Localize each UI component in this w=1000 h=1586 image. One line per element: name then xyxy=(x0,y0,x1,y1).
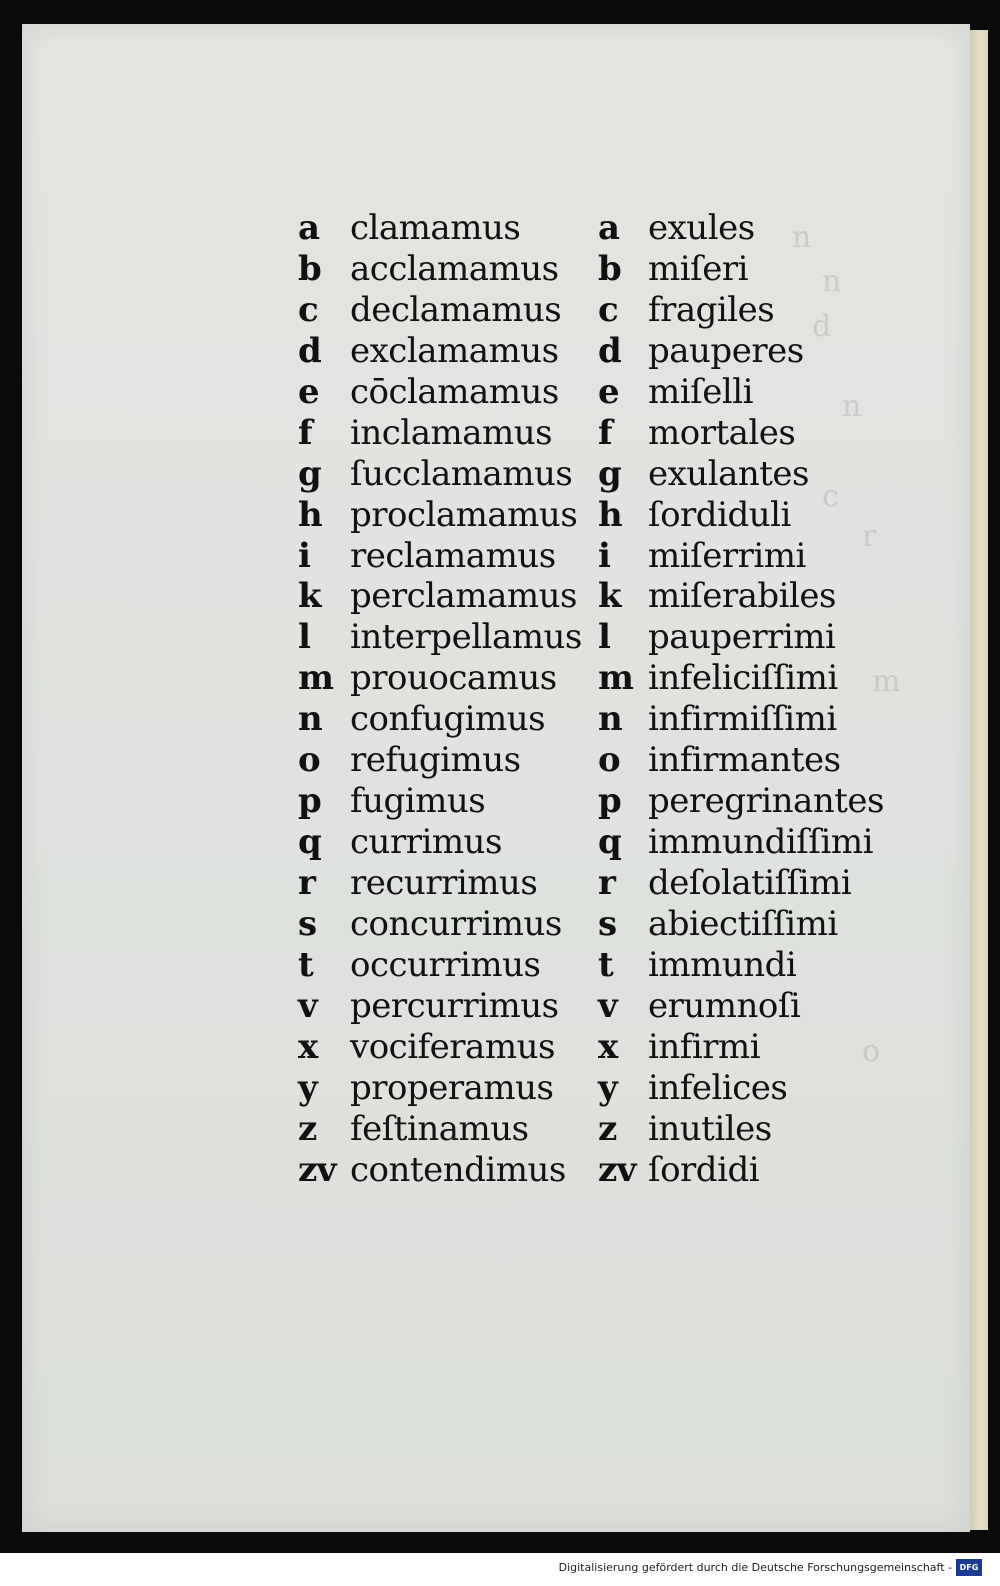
entry-letter: r xyxy=(598,863,616,903)
entry-letter: v xyxy=(298,985,318,1026)
entry-row xyxy=(298,290,582,331)
entry-word: fugimus xyxy=(350,781,486,822)
entry-letter: k xyxy=(598,576,622,617)
entry-letter: x xyxy=(298,1026,318,1067)
entry-letter: o xyxy=(598,740,621,781)
entry-word: infirmantes xyxy=(648,740,841,781)
entry-letter: h xyxy=(298,494,323,535)
entry-row xyxy=(298,495,582,536)
entry-letter: g xyxy=(598,453,622,494)
entry-letter: i xyxy=(598,535,611,576)
entry-letter: x xyxy=(598,1026,618,1067)
entry-row xyxy=(298,249,582,290)
entry-letter: c xyxy=(298,289,319,330)
entry-row xyxy=(598,945,884,986)
show-through-text: n n d n c r m o xyxy=(792,220,901,1069)
entry-letter: zv xyxy=(298,1149,337,1190)
entry-row xyxy=(598,904,884,945)
entry-letter: c xyxy=(598,289,619,330)
entry-row xyxy=(298,536,582,577)
entry-letter: n xyxy=(598,699,623,740)
entry-row xyxy=(598,1027,884,1068)
entry-row xyxy=(298,331,582,372)
entry-word: reclamamus xyxy=(350,535,556,576)
entry-word: pauperrimi xyxy=(648,617,836,658)
entry-row xyxy=(598,372,884,413)
entry-word: infelices xyxy=(648,1067,788,1108)
entry-letter: d xyxy=(298,330,322,371)
entry-row xyxy=(298,1027,582,1068)
entry-letter: l xyxy=(598,617,611,658)
entry-word: exules xyxy=(648,208,755,248)
entry-letter: zv xyxy=(598,1149,637,1190)
entry-letter: p xyxy=(598,781,622,822)
entry-letter: e xyxy=(298,371,320,412)
entry-letter: a xyxy=(298,208,320,248)
entry-word: miſerabiles xyxy=(648,576,836,617)
entry-word: perclamamus xyxy=(350,576,577,617)
entry-row xyxy=(298,576,582,617)
entry-word: erumnoſi xyxy=(648,985,801,1026)
entry-word: infeliciſſimi xyxy=(648,658,838,699)
entry-row xyxy=(598,413,884,454)
entry-word: infirmiſſimi xyxy=(648,699,837,740)
entry-letter: b xyxy=(298,248,322,289)
entry-row xyxy=(598,536,884,577)
entry-row xyxy=(598,208,884,249)
entry-letter: t xyxy=(598,944,614,985)
entry-word: occurrimus xyxy=(350,944,541,985)
entry-word: miſerrimi xyxy=(648,535,806,576)
page-edge xyxy=(970,30,988,1530)
entry-row xyxy=(598,617,884,658)
entry-word: properamus xyxy=(350,1067,554,1108)
entry-word: ſucclamamus xyxy=(350,453,573,494)
entry-letter: z xyxy=(298,1108,317,1149)
entry-letter: g xyxy=(298,453,322,494)
entry-word: inclamamus xyxy=(350,412,553,453)
dfg-logo: DFG xyxy=(956,1559,982,1576)
entry-letter: d xyxy=(598,330,622,371)
footer-bar xyxy=(0,1553,1000,1586)
entry-word: miſeri xyxy=(648,248,748,289)
entry-row xyxy=(598,986,884,1027)
entry-row xyxy=(598,863,884,904)
entry-word: proclamamus xyxy=(350,494,578,535)
entry-word: abiectiſſimi xyxy=(648,903,838,944)
entry-letter: e xyxy=(598,371,620,412)
entry-row xyxy=(298,781,582,822)
entry-letter: h xyxy=(598,494,623,535)
entry-row xyxy=(598,454,884,495)
entry-word: miſelli xyxy=(648,371,753,412)
entry-row xyxy=(598,822,884,863)
entry-letter: m xyxy=(598,658,634,699)
entry-row xyxy=(298,1109,582,1150)
entry-row xyxy=(298,372,582,413)
entry-row xyxy=(298,1150,582,1191)
entry-letter: f xyxy=(598,412,613,453)
entry-row xyxy=(298,208,582,249)
entry-row xyxy=(298,617,582,658)
entry-letter: q xyxy=(298,822,322,863)
entry-letter: p xyxy=(298,781,322,822)
entry-word: clamamus xyxy=(350,208,521,248)
entry-row xyxy=(298,1068,582,1109)
entry-row xyxy=(598,495,884,536)
entry-letter: k xyxy=(298,576,322,617)
entry-row xyxy=(598,1109,884,1150)
entry-letter: m xyxy=(298,658,334,699)
entry-word: ſordiduli xyxy=(648,494,791,535)
entry-letter: y xyxy=(598,1067,618,1108)
entry-letter: s xyxy=(598,903,617,944)
entry-word: vociferamus xyxy=(350,1026,555,1067)
entry-word: concurrimus xyxy=(350,903,562,944)
entry-letter: r xyxy=(298,863,316,903)
book-page xyxy=(22,24,970,1532)
entry-word: fragiles xyxy=(648,289,775,330)
entry-row xyxy=(298,863,582,904)
left-word-column xyxy=(298,208,582,1191)
entry-row xyxy=(298,658,582,699)
entry-row xyxy=(598,576,884,617)
entry-word: exulantes xyxy=(648,453,809,494)
entry-word: currimus xyxy=(350,822,502,863)
entry-row xyxy=(298,699,582,740)
entry-word: interpellamus xyxy=(350,617,582,658)
entry-row xyxy=(298,740,582,781)
entry-row xyxy=(598,781,884,822)
entry-letter: y xyxy=(298,1067,318,1108)
entry-row xyxy=(598,249,884,290)
entry-word: refugimus xyxy=(350,740,521,781)
entry-row xyxy=(298,413,582,454)
entry-word: percurrimus xyxy=(350,985,559,1026)
entry-row xyxy=(598,699,884,740)
entry-row xyxy=(598,290,884,331)
entry-word: deſolatiſſimi xyxy=(648,863,852,903)
entry-row xyxy=(298,904,582,945)
entry-letter: z xyxy=(598,1108,617,1149)
entry-word: exclamamus xyxy=(350,330,559,371)
entry-word: cōclamamus xyxy=(350,371,559,412)
entry-word: inutiles xyxy=(648,1108,772,1149)
entry-letter: f xyxy=(298,412,313,453)
entry-letter: l xyxy=(298,617,311,658)
funding-credit: Digitalisierung gefördert durch die Deutsche Forschungsgemeinschaft - xyxy=(558,1561,952,1574)
entry-word: pauperes xyxy=(648,330,804,371)
entry-letter: s xyxy=(298,903,317,944)
entry-row xyxy=(598,1068,884,1109)
entry-row xyxy=(298,986,582,1027)
entry-word: mortales xyxy=(648,412,796,453)
entry-row xyxy=(298,822,582,863)
entry-row xyxy=(298,454,582,495)
entry-word: immundi xyxy=(648,944,797,985)
entry-word: contendimus xyxy=(350,1149,566,1190)
entry-row xyxy=(598,1150,884,1191)
entry-letter: o xyxy=(298,740,321,781)
entry-word: peregrinantes xyxy=(648,781,884,822)
entry-word: prouocamus xyxy=(350,658,557,699)
entry-letter: b xyxy=(598,248,622,289)
entry-letter: q xyxy=(598,822,622,863)
entry-word: acclamamus xyxy=(350,248,559,289)
entry-row xyxy=(598,331,884,372)
entry-letter: v xyxy=(598,985,618,1026)
entry-letter: a xyxy=(598,208,620,248)
entry-row xyxy=(598,740,884,781)
entry-word: infirmi xyxy=(648,1026,761,1067)
entry-word: feſtinamus xyxy=(350,1108,529,1149)
entry-row xyxy=(298,945,582,986)
entry-word: recurrimus xyxy=(350,863,538,903)
entry-word: immundiſſimi xyxy=(648,822,873,863)
entry-letter: n xyxy=(298,699,323,740)
entry-row xyxy=(598,658,884,699)
entry-word: ſordidi xyxy=(648,1149,760,1190)
entry-word: declamamus xyxy=(350,289,562,330)
entry-letter: i xyxy=(298,535,311,576)
entry-letter: t xyxy=(298,944,314,985)
right-word-column xyxy=(598,208,884,1191)
entry-word: confugimus xyxy=(350,699,546,740)
